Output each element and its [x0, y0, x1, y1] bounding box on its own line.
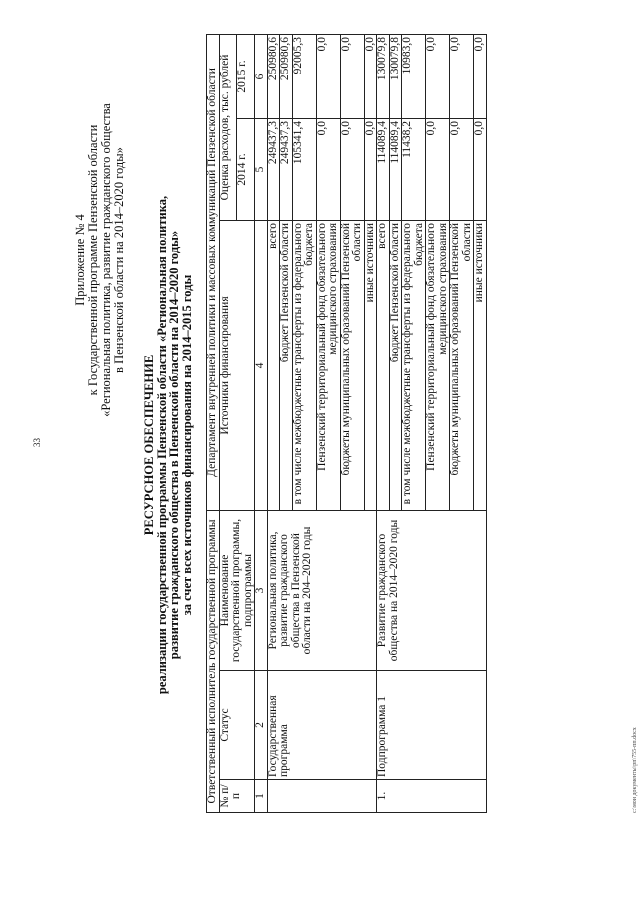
col-number: 5: [255, 118, 268, 220]
row-value-2014: 0,0: [450, 118, 474, 220]
header-status: Статус: [219, 671, 255, 780]
row-value-2015: 0,0: [450, 34, 474, 118]
heading-line-4: за счет всех источников финансирования на 2014–2015 годы: [179, 274, 194, 616]
heading-line-2: реализации государственной программы Пензенской области «Региональная политика,: [154, 195, 169, 695]
row-value-2014: 249437,3: [267, 118, 280, 220]
row-name: Развитие гражданского общества на 2014–2020 годы: [377, 510, 487, 670]
page-number: 33: [32, 438, 42, 447]
heading-line-1: РЕСУРСНОЕ ОБЕСПЕЧЕНИЕ: [142, 354, 156, 536]
row-source: в том числе межбюджетные трансферты из федерального бюджета: [292, 220, 316, 510]
row-value-2015: 0,0: [316, 34, 340, 118]
responsible-label: Ответственный исполнитель государственной программы: [207, 510, 220, 812]
col-number: 3: [255, 510, 268, 670]
header-row: [219, 34, 237, 812]
row-value-2015: 0,0: [426, 34, 450, 118]
row-source: в том числе межбюджетные трансферты из федерального бюджета: [402, 220, 426, 510]
row-value-2015: 130079,8: [377, 34, 390, 118]
row-source: Пензенский территориальный фонд обязательного медицинского страхования: [316, 220, 340, 510]
row-value-2015: 250980,6: [280, 34, 293, 118]
row-value-2014: 114089,4: [377, 118, 390, 220]
header-2014: 2014 г.: [237, 118, 255, 220]
row-value-2014: 0,0: [364, 118, 377, 220]
appendix-line-4: в Пензенской области на 2014–2020 годы»: [112, 147, 126, 373]
header-sources: Источники финансирования: [219, 220, 255, 510]
appendix-header: [74, 0, 126, 905]
appendix-line-3: «Региональная политика, развитие гражданского общества: [99, 103, 113, 417]
row-name: Региональная политика, развитие гражданского общества в Пензенской области на 204–2020 годы: [267, 510, 377, 670]
row-value-2014: 0,0: [426, 118, 450, 220]
col-number: 4: [255, 220, 268, 510]
row-source: бюджет Пензенской области: [280, 220, 293, 510]
file-path-footer: c:\мои документы\рп\755-пп.docx: [632, 727, 638, 813]
row-source: иные источники: [474, 220, 487, 510]
appendix-line-2: к Государственной программе Пензенской области: [86, 124, 100, 396]
row-value-2015: 130079,8: [389, 34, 402, 118]
row-value-2014: 105341,4: [292, 118, 316, 220]
table-row: [377, 34, 390, 812]
row-source: бюджеты муниципальных образований Пензенской области: [340, 220, 364, 510]
row-value-2015: 0,0: [364, 34, 377, 118]
row-source: бюджет Пензенской области: [389, 220, 402, 510]
row-number: [267, 780, 377, 813]
row-value-2015: 0,0: [474, 34, 487, 118]
row-value-2015: 10983,0: [402, 34, 426, 118]
col-number: 6: [255, 34, 268, 118]
row-value-2015: 92005,3: [292, 34, 316, 118]
row-value-2014: 0,0: [474, 118, 487, 220]
header-estimate: Оценка расходов, тыс. рублей: [219, 34, 237, 220]
row-source: всего: [377, 220, 390, 510]
table-row: [267, 34, 280, 812]
row-source: иные источники: [364, 220, 377, 510]
col-number: 2: [255, 671, 268, 780]
row-value-2015: 0,0: [340, 34, 364, 118]
header-2015: 2015 г.: [237, 34, 255, 118]
header-no: № п/п: [219, 780, 255, 813]
heading-line-3: развитие гражданского общества в Пензенской области на 2014–2020 годы»: [167, 230, 181, 660]
column-number-row: [255, 34, 268, 812]
row-source: всего: [267, 220, 280, 510]
document-heading: [143, 135, 193, 755]
header-name: Наименование государственной программы, подпрограммы: [219, 510, 255, 670]
row-value-2014: 11438,2: [402, 118, 426, 220]
row-source: Пензенский территориальный фонд обязательного медицинского страхования: [426, 220, 450, 510]
row-number: 1.: [377, 780, 487, 813]
row-value-2015: 250980,6: [267, 34, 280, 118]
row-value-2014: 249437,3: [280, 118, 293, 220]
responsible-value: Департамент внутренней политики и массовых коммуникаций Пензенской области: [207, 34, 220, 510]
row-status: Государственная программа: [267, 671, 377, 780]
col-number: 1: [255, 780, 268, 813]
row-value-2014: 114089,4: [389, 118, 402, 220]
row-value-2014: 0,0: [316, 118, 340, 220]
row-value-2014: 0,0: [340, 118, 364, 220]
row-status: Подпрограмма 1: [377, 671, 487, 780]
responsible-row: [207, 34, 220, 812]
appendix-line-1: Приложение № 4: [73, 214, 87, 306]
resource-table: [206, 34, 487, 813]
row-source: бюджеты муниципальных образований Пензенской области: [450, 220, 474, 510]
